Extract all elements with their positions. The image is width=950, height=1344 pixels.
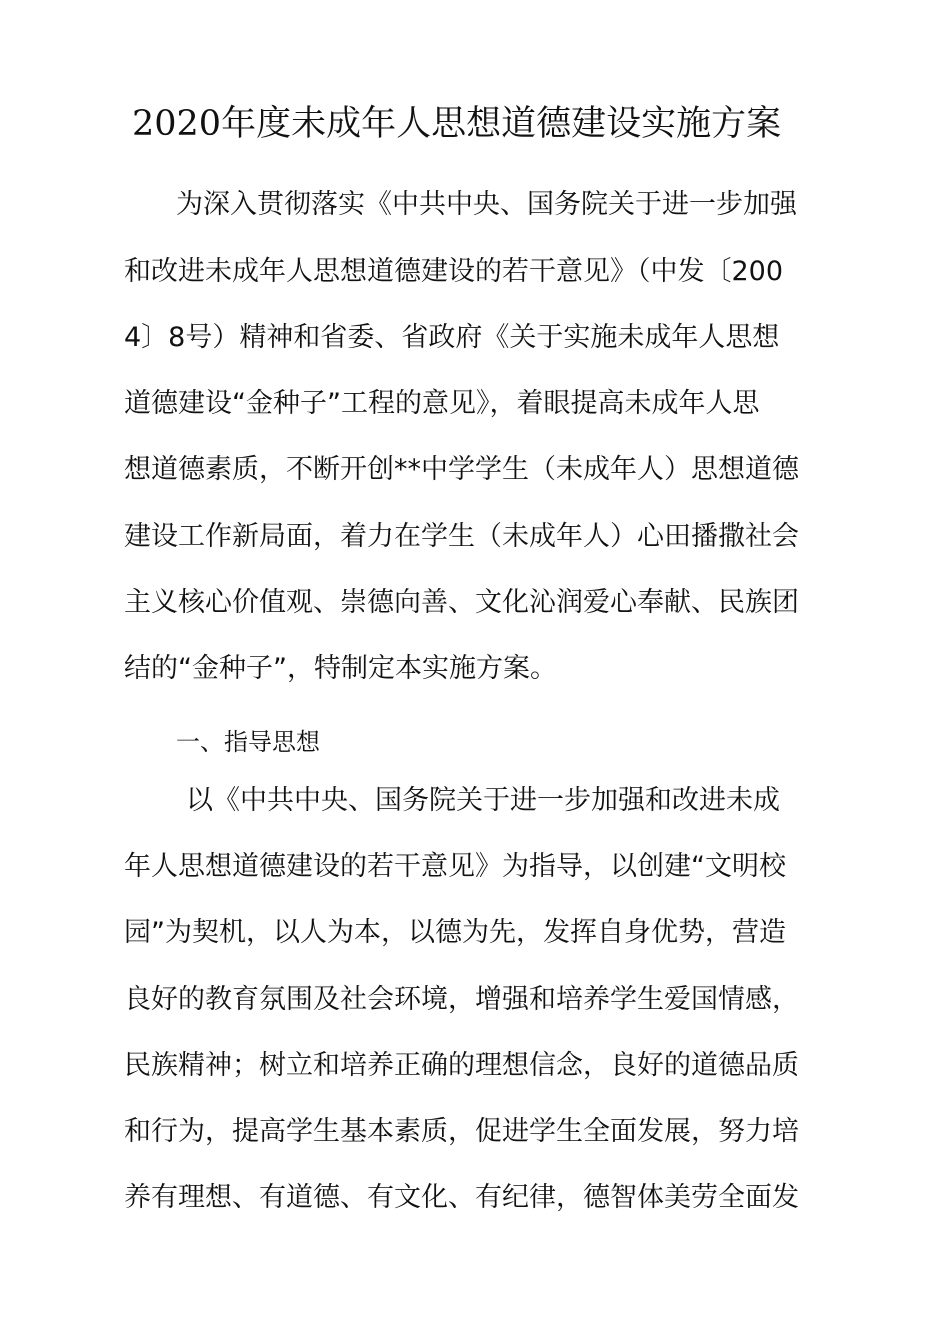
intro-line: 建设工作新局面，着力在学生（未成年人）心田播撒社会	[124, 521, 799, 552]
intro-line: 4〕8号）精神和省委、省政府《关于实施未成年人思想	[124, 322, 780, 353]
section-line: 养有理想、有道德、有文化、有纪律，德智体美劳全面发	[124, 1182, 799, 1213]
section-line: 民族精神；树立和培养正确的理想信念，良好的道德品质	[124, 1050, 799, 1081]
section-line: 良好的教育氛围及社会环境，增强和培养学生爱国情感，	[124, 984, 799, 1015]
document-title: 2020年度未成年人思想道德建设实施方案	[132, 104, 782, 144]
intro-line: 道德建设“金种子”工程的意见》，着眼提高未成年人思	[124, 388, 760, 419]
intro-line: 主义核心价值观、崇德向善、文化沁润爱心奉献、民族团	[124, 587, 799, 618]
section-heading-guiding-thought: 一、指导思想	[176, 728, 320, 756]
section-line: 年人思想道德建设的若干意见》为指导，以创建“文明校	[124, 851, 786, 882]
intro-line: 为深入贯彻落实《中共中央、国务院关于进一步加强	[176, 189, 797, 220]
intro-line: 和改进未成年人思想道德建设的若干意见》（中发〔200	[124, 256, 784, 287]
section-line: 园”为契机，以人为本，以德为先，发挥自身优势，营造	[124, 917, 786, 948]
intro-line: 结的“金种子”，特制定本实施方案。	[124, 653, 557, 684]
section-line: 以《中共中央、国务院关于进一步加强和改进未成	[186, 785, 780, 816]
intro-line: 想道德素质，不断开创**中学学生（未成年人）思想道德	[124, 454, 799, 485]
section-line: 和行为，提高学生基本素质，促进学生全面发展，努力培	[124, 1116, 799, 1147]
